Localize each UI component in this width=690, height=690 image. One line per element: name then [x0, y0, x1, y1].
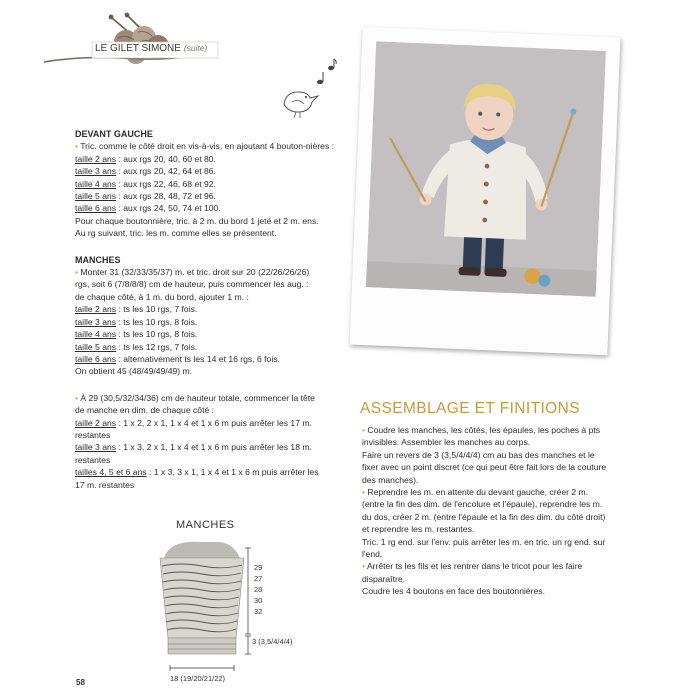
list-item [75, 303, 350, 315]
dim-label: 27 [254, 574, 263, 583]
devant-intro [75, 140, 350, 152]
devant-heading: DEVANT GAUCHE [75, 129, 153, 139]
sleeve-diagram [150, 534, 310, 684]
header-title: LE GILET SIMONE [95, 43, 181, 54]
p3-line: du dos, créer 2 m. (entre l'épaule et la fin des dim. du côté droit) [362, 511, 606, 522]
bird-icon [276, 84, 320, 120]
dim-label: 30 [254, 596, 263, 605]
p3-line: Reprendre les m. en attente du devant gauche, créer 2 m. [367, 487, 589, 498]
size-text: : alternativement ts les 14 et 16 rgs, 6 fois. [116, 353, 280, 364]
bullet: • [75, 267, 79, 278]
music-notes-icon [314, 58, 338, 88]
para-line [362, 424, 662, 436]
p3-line: (entre la fin des dim. de l'encolure et l'épaule), reprendre les m. [362, 499, 603, 510]
size-text: : aux rgs 22, 46, 68 et 92. [116, 178, 216, 189]
list-item [75, 441, 350, 453]
page-number: 58 [76, 678, 85, 687]
list-item-cont: restantes [75, 454, 111, 465]
size-text: : ts les 10 rgs, 8 fois. [116, 329, 198, 340]
size-text: : 1 x 2, 2 x 1, 1 x 4 et 1 x 6 m puis arrêter les 17 m. [116, 417, 312, 428]
size-text: : aux rgs 28, 48, 72 et 96. [116, 191, 216, 202]
size-label: taille 2 ans [75, 304, 117, 315]
manches-intro-3: de chaque côté, à 1 m. du bord, ajouter 1 m. : [75, 291, 249, 302]
child-photo [366, 41, 606, 296]
diagram-cuff-label: 3 (3,5/4/4/4) [252, 637, 293, 646]
photo-frame [349, 27, 620, 356]
size-label: taille 2 ans [75, 417, 117, 428]
size-label: tailles 4, 5 et 6 ans [75, 467, 147, 478]
dim-label: 28 [254, 585, 263, 594]
para-line [362, 486, 662, 498]
size-label: taille 6 ans [75, 353, 117, 364]
bullet: • [75, 392, 79, 403]
dim-label: 32 [254, 607, 263, 616]
manches-heading: MANCHES [75, 254, 121, 265]
size-label: taille 3 ans [75, 442, 117, 453]
assemblage-title: ASSEMBLAGE ET FINITIONS [360, 400, 580, 417]
manches-result: On obtient 45 (48/49/49/49) m. [75, 366, 193, 377]
size-label: taille 2 ans [75, 153, 117, 164]
size-label: taille 5 ans [75, 341, 117, 352]
p5-line: Arrêter ts les fils et les rentrer dans le tricot pour les faire [366, 561, 583, 572]
p4-line: l'end. [362, 549, 383, 560]
size-text: : ts les 10 rgs, 8 fois. [116, 316, 198, 327]
p4-line: Tric. 1 rg end. sur l'env. puis arrêter les m. en tric. un rg end. sur [362, 536, 606, 547]
bullet: • [362, 561, 366, 572]
size-text: : ts les 10 rgs, 7 fois. [116, 304, 198, 315]
list-item [75, 178, 350, 190]
diagram-right-labels [254, 562, 262, 617]
devant-intro-text: Tric. comme le côté droit en vis-à-vis, en ajoutant 4 bouton-nières : [80, 141, 335, 152]
manches-intro-2: rgs, soit 6 (7/8/8/8) cm de hauteur, puis commencer les aug. : [75, 279, 309, 290]
diagram-title: MANCHES [176, 519, 235, 531]
size-text: : 1 x 3, 3 x 1, 1 x 4 et 1 x 6 m puis arrêter les [146, 467, 319, 478]
bullet: • [362, 487, 366, 498]
size-text: : ts les 12 rgs, 7 fois. [116, 341, 198, 352]
list-item [75, 316, 350, 328]
p2-line: Faire un revers de 3 (3,5/4/4/4) cm au bas des manches et le [362, 449, 595, 460]
assemblage-section [362, 424, 662, 598]
manches-intro-1-text: Monter 31 (32/33/35/37) m. et tric. droit sur 20 (22/26/26/26) [80, 267, 310, 278]
p5-line: disparaître. [362, 573, 405, 584]
tete-intro-1 [75, 392, 350, 404]
tete-intro-2: de manche en dim. de chaque côté : [75, 405, 215, 416]
bullet: • [75, 141, 79, 152]
header-label [95, 43, 207, 54]
size-text: : aux rgs 20, 42, 64 et 86. [116, 166, 216, 177]
p2-line: fixer avec un point discret (ce qui peut être fait lors de la couture [362, 462, 607, 473]
list-item [75, 466, 350, 478]
list-item [75, 153, 350, 165]
size-label: taille 3 ans [75, 166, 117, 177]
p1-line: invisibles. Assembler les manches au corps. [362, 437, 531, 448]
p2-line: des manches). [362, 474, 419, 485]
list-item [75, 165, 350, 177]
devant-section [75, 128, 350, 491]
manches-intro-1 [75, 266, 350, 278]
list-item-cont: restantes [75, 429, 111, 440]
p3-line: et reprendre les m. restantes. [362, 524, 475, 535]
size-label: taille 4 ans [75, 178, 117, 189]
para-line [362, 560, 662, 572]
p1-line: Coudre les manches, les côtés, les épaules, les poches à pts [367, 425, 601, 435]
size-text: : aux rgs 24, 50, 74 et 100. [116, 203, 221, 214]
header-suffix: (suite) [183, 43, 208, 53]
list-item [75, 190, 350, 202]
list-item [75, 202, 350, 214]
size-text: : 1 x 3, 2 x 1, 1 x 4 et 1 x 6 m puis arrêter les 18 m. [116, 442, 312, 453]
size-label: taille 3 ans [75, 316, 117, 327]
list-item [75, 417, 350, 429]
tete-intro-1-text: À 29 (30,5/32/34/36) cm de hauteur totale, commencer la tête [80, 392, 315, 403]
list-item [75, 328, 350, 340]
dim-label: 29 [254, 563, 263, 572]
p6-line: Coudre les 4 boutons en face des boutonnières. [362, 586, 545, 597]
bullet: • [362, 425, 366, 435]
diagram-bottom-label: 18 (19/20/21/22) [170, 674, 226, 683]
list-item [75, 341, 350, 353]
list-item [75, 353, 350, 365]
size-label: taille 6 ans [75, 203, 117, 214]
size-label: taille 4 ans [75, 329, 117, 340]
list-item-cont: 17 m. restantes [75, 479, 135, 490]
devant-outro-1: Pour chaque boutonnière, tric. à 2 m. du bord 1 jeté et 2 m. ens. [75, 215, 319, 226]
size-label: taille 5 ans [75, 191, 117, 202]
devant-outro-2: Au rg suivant, tric. les m. comme elles se présentent. [75, 228, 277, 239]
size-text: : aux rgs 20, 40, 60 et 80. [116, 153, 216, 164]
